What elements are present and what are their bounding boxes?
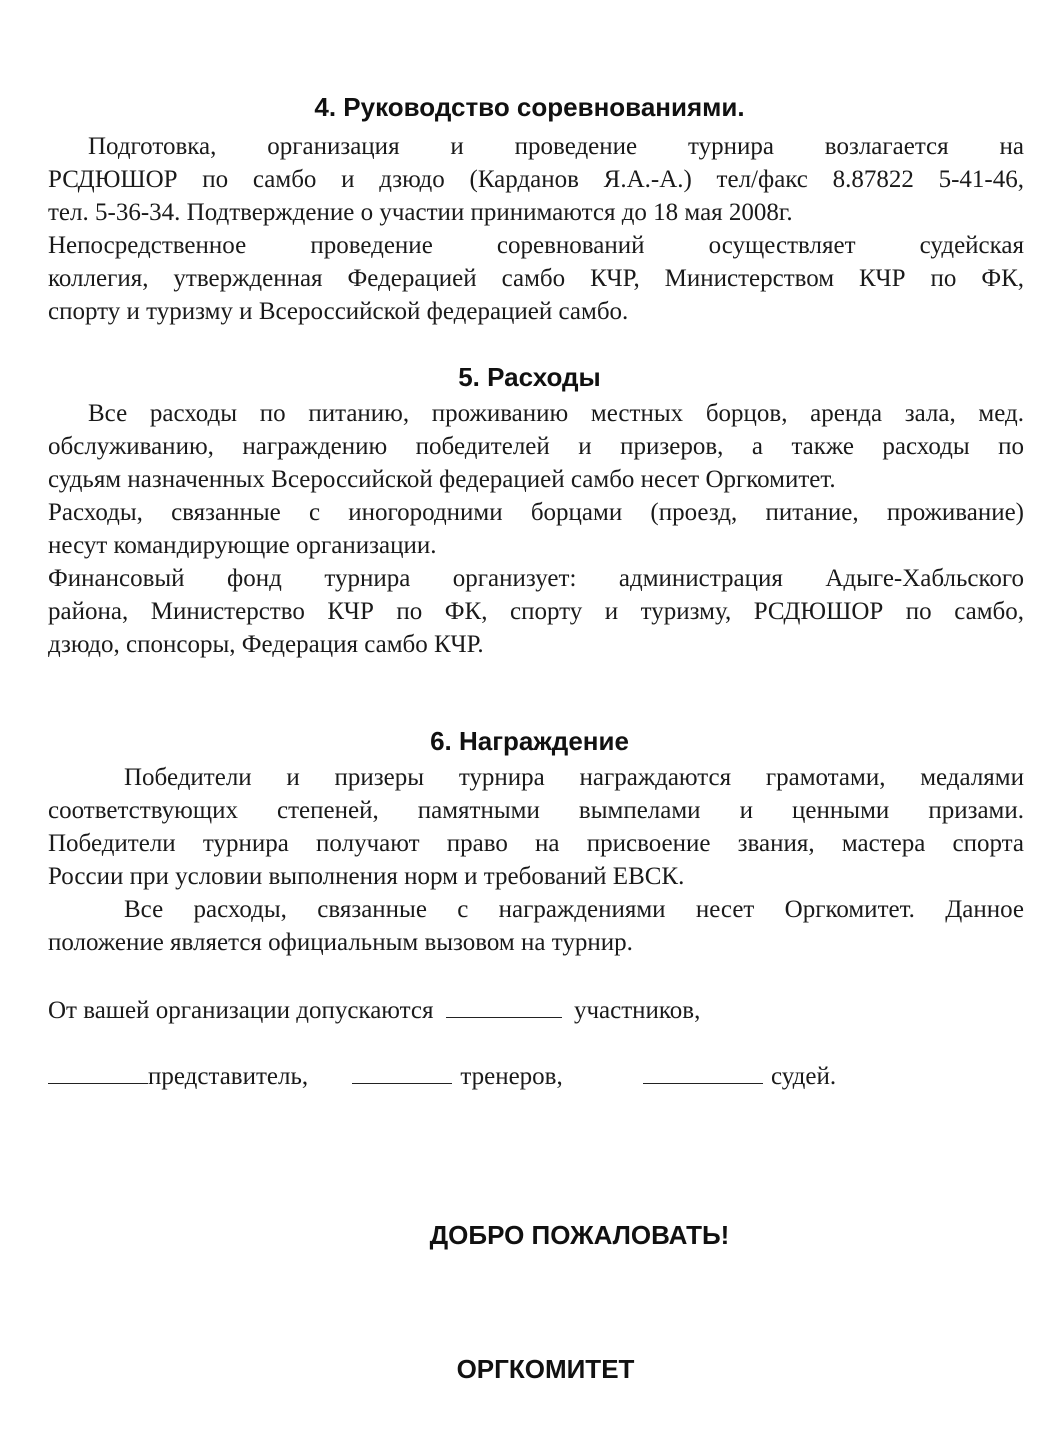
section-4-line: РСДЮШОР по самбо и дзюдо (Карданов Я.А.-А.) тел/факс 8.87822 5-41-46, (48, 166, 1024, 193)
participants-suffix: участников, (573, 997, 701, 1024)
staff-row (48, 1060, 836, 1093)
judges-count-blank[interactable] (643, 1061, 763, 1084)
section-4-line: Непосредственное проведение соревнований осуществляет судейская (48, 232, 1024, 259)
section-4-body (48, 130, 1024, 328)
section-6-line: положение является официальным вызовом на турнир. (48, 929, 633, 956)
section-6-body (48, 761, 1024, 959)
section-5-title: 5. Расходы (458, 362, 601, 392)
section-5-line: обслуживанию, награждению победителей и призеров, а также расходы по (48, 433, 1024, 460)
participants-count-blank[interactable] (446, 995, 562, 1018)
section-4-line: Подготовка, организация и проведение турнира возлагается на (88, 133, 1024, 160)
participants-row (48, 994, 700, 1027)
section-4-line: коллегия, утвержденная Федерацией самбо КЧР, Министерством КЧР по ФК, (48, 265, 1024, 292)
participants-prefix: От вашей организации допускаются (48, 997, 434, 1024)
section-6-line: России при условии выполнения норм и требований ЕВСК. (48, 863, 685, 890)
organizing-committee-signature: ОРГКОМИТЕТ (456, 1354, 635, 1384)
judges-label: судей. (770, 1063, 837, 1090)
coaches-label: тренеров, (460, 1063, 563, 1090)
welcome-text: ДОБРО ПОЖАЛОВАТЬ! (429, 1220, 730, 1250)
section-6-line: Победители турнира получают право на присвоение звания, мастера спорта (48, 830, 1024, 857)
section-4-title: 4. Руководство соревнованиями. (314, 92, 745, 122)
representative-label: представитель, (148, 1063, 309, 1090)
section-5-line: дзюдо, спонсоры, Федерация самбо КЧР. (48, 631, 484, 658)
section-5-body (48, 397, 1024, 661)
section-4-line: спорту и туризму и Всероссийской федерацией самбо. (48, 298, 629, 325)
section-5-line: Расходы, связанные с иногородними борцами (проезд, питание, проживание) (48, 499, 1024, 526)
section-5-line: района, Министерство КЧР по ФК, спорту и туризму, РСДЮШОР по самбо, (48, 598, 1024, 625)
section-5-line: судьям назначенных Всероссийской федерацией самбо несет Оргкомитет. (48, 466, 836, 493)
section-6-line: Все расходы, связанные с награждениями несет Оргкомитет. Данное (124, 896, 1024, 923)
section-4-line: тел. 5-36-34. Подтверждение о участии принимаются до 18 мая 2008г. (48, 199, 793, 226)
section-5-line: Финансовый фонд турнира организует: администрация Адыге-Хабльского (48, 565, 1024, 592)
coaches-count-blank[interactable] (352, 1061, 452, 1084)
section-6-line: Победители и призеры турнира награждаются грамотами, медалями (124, 764, 1024, 791)
section-5-line: несут командирующие организации. (48, 532, 437, 559)
representative-count-blank[interactable] (48, 1061, 148, 1084)
section-6-line: соответствующих степеней, памятными вымпелами и ценными призами. (48, 797, 1024, 824)
section-6-title: 6. Награждение (430, 726, 629, 756)
section-5-line: Все расходы по питанию, проживанию местных борцов, аренда зала, мед. (88, 400, 1024, 427)
